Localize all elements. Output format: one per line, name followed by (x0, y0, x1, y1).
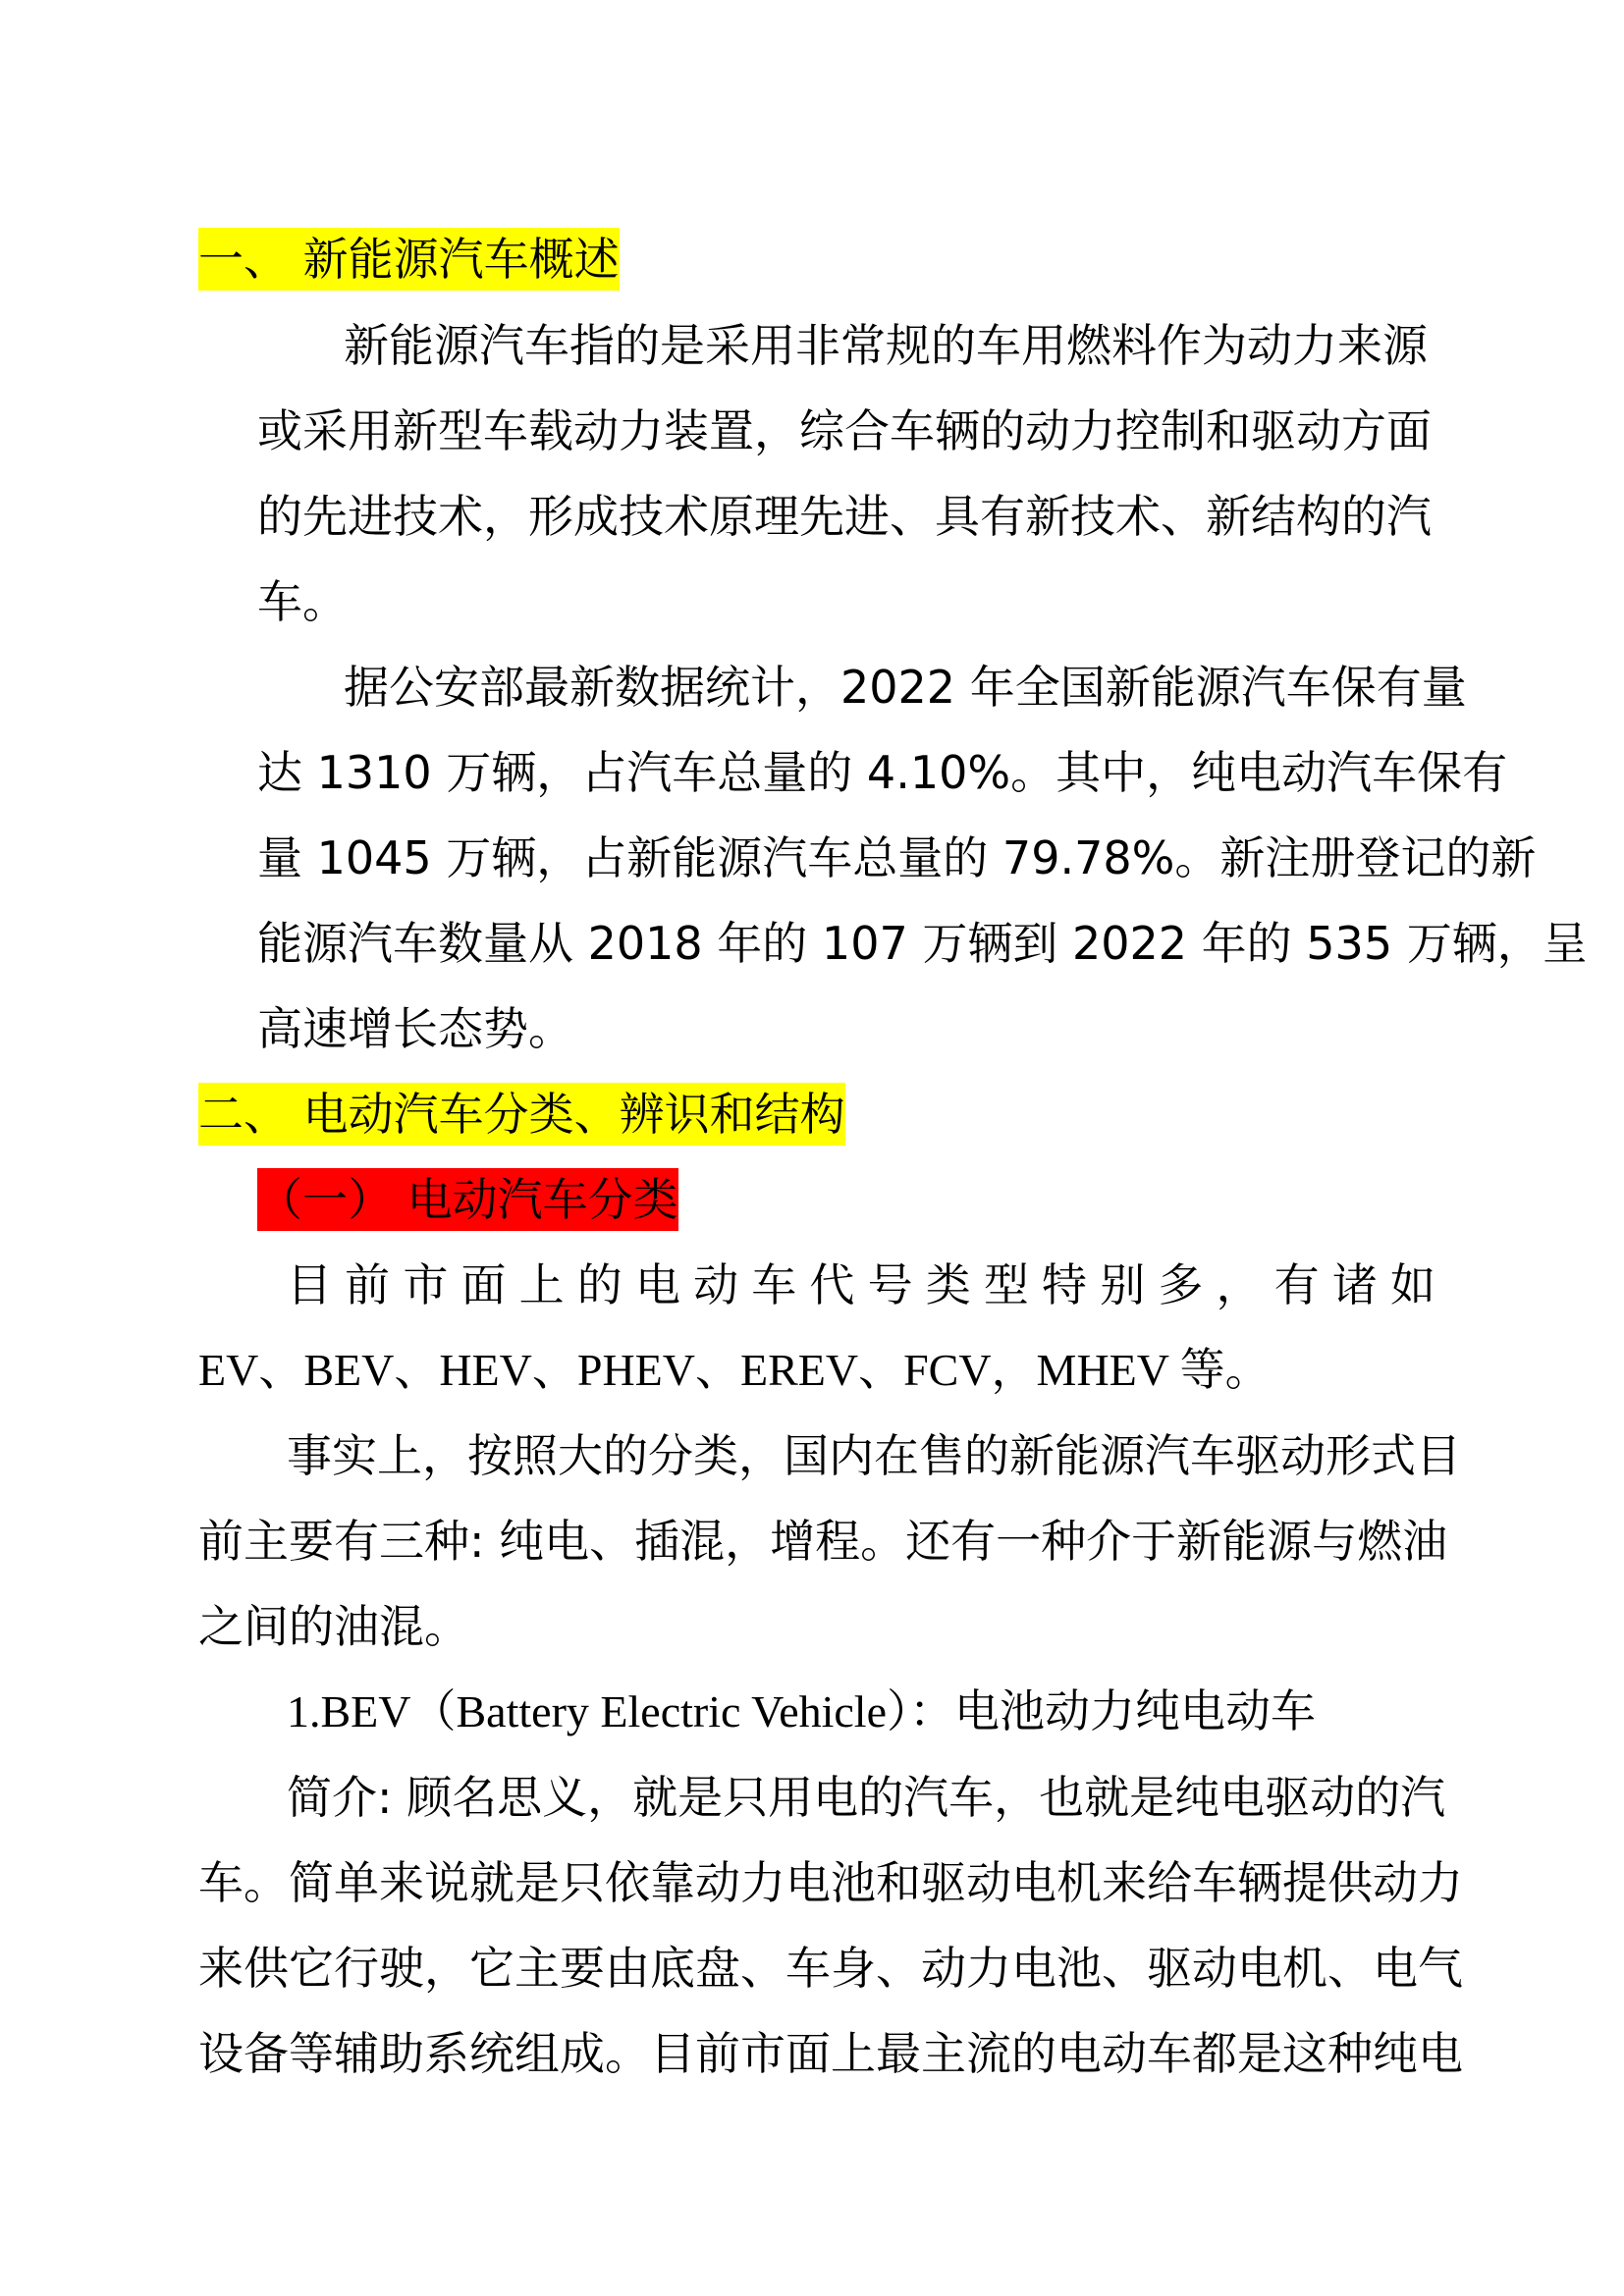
section-2-para-2-line-3: 之间的油混。 (198, 1600, 469, 1653)
section-2-para-1-line-1 (287, 1254, 1435, 1316)
char: 诸 (1331, 1258, 1378, 1311)
section-1-para-2-line-5: 高速增长态势。 (257, 1002, 573, 1055)
section-1-para-2-line-2: 达 1310 万辆，占汽车总量的 4.10%。其中，纯电动汽车保有 (257, 746, 1508, 799)
section-1-para-2-line-3: 量 1045 万辆，占新能源汽车总量的 79.78%。新注册登记的新 (257, 831, 1537, 884)
char: 别 (1100, 1258, 1146, 1311)
bev-title: 1.BEV（Battery Electric Vehicle）：电池动力纯电动车 (287, 1686, 1317, 1736)
char: 有 (1273, 1258, 1320, 1311)
section-2-para-1-line-2: EV、BEV、HEV、PHEV、EREV、FCV，MHEV 等。 (198, 1345, 1271, 1395)
section-2-para-2-line-1: 事实上，按照大的分类，国内在售的新能源汽车驱动形式目 (287, 1429, 1461, 1482)
section-1-para-1-line-2: 或采用新型车载动力装置，综合车辆的动力控制和驱动方面 (257, 404, 1432, 457)
char: 车 (751, 1258, 797, 1311)
bev-intro-line-3: 来供它行驶，它主要由底盘、车身、动力电池、驱动电机、电气 (198, 1942, 1463, 1995)
char: 的 (576, 1258, 623, 1311)
char: 号 (867, 1258, 913, 1311)
bev-intro-line-1: 简介: 顾名思义，就是只用电的汽车，也就是纯电驱动的汽 (287, 1771, 1446, 1824)
char: 市 (403, 1258, 449, 1311)
section-1-para-1-line-3: 的先进技术，形成技术原理先进、具有新技术、新结构的汽 (257, 490, 1432, 543)
char: ， (1216, 1258, 1262, 1311)
char: 上 (518, 1258, 565, 1311)
section-2-para-2-line-2: 前主要有三种: 纯电、插混，增程。还有一种介于新能源与燃油 (198, 1515, 1448, 1568)
char: 特 (1042, 1258, 1088, 1311)
char: 代 (809, 1258, 855, 1311)
section-1-heading: 一、 新能源汽车概述 (198, 228, 620, 291)
char: 多 (1158, 1258, 1204, 1311)
char: 电 (634, 1258, 680, 1311)
char: 型 (983, 1258, 1029, 1311)
bev-intro-line-4: 设备等辅助系统组成。目前市面上最主流的电动车都是这种纯电 (198, 2027, 1463, 2080)
section-1-para-2-line-1: 据公安部最新数据统计，2022 年全国新能源汽车保有量 (344, 661, 1467, 714)
char: 面 (460, 1258, 507, 1311)
section-1-para-1-line-1: 新能源汽车指的是采用非常规的车用燃料作为动力来源 (344, 319, 1428, 372)
section-2-heading: 二、 电动汽车分类、辨识和结构 (198, 1083, 845, 1146)
subsection-heading: （一） 电动汽车分类 (257, 1168, 678, 1231)
char: 动 (693, 1258, 739, 1311)
section-1-para-1-line-4: 车。 (257, 575, 348, 628)
char: 目 (287, 1258, 332, 1311)
bev-intro-line-2: 车。简单来说就是只依靠动力电池和驱动电机来给车辆提供动力 (198, 1856, 1463, 1909)
char: 类 (925, 1258, 971, 1311)
section-1-para-2-line-4: 能源汽车数量从 2018 年的 107 万辆到 2022 年的 535 万辆，呈 (257, 917, 1588, 970)
char: 如 (1389, 1258, 1435, 1311)
char: 前 (345, 1258, 391, 1311)
